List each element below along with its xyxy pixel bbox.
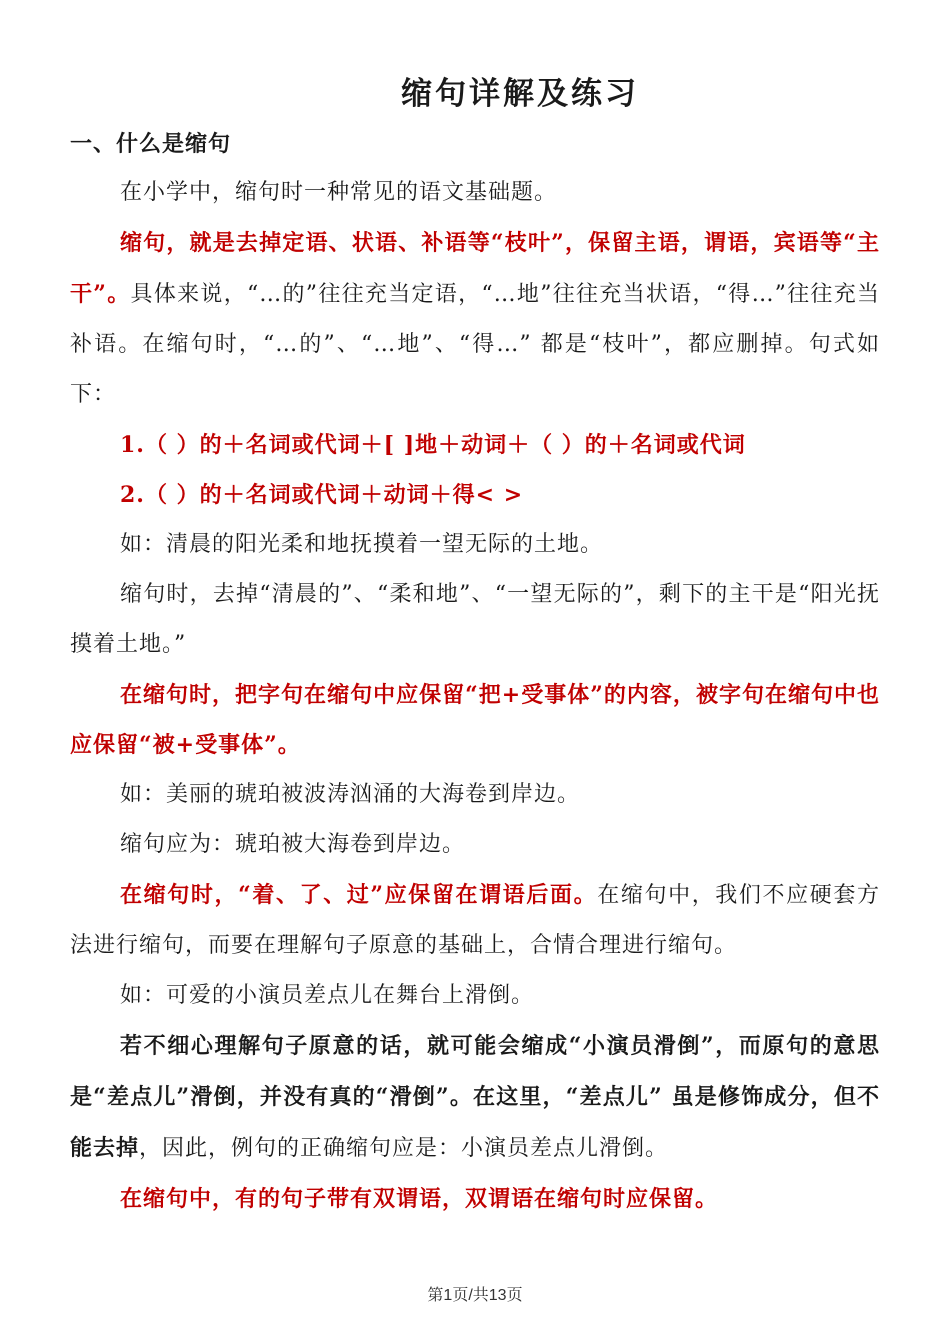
rule-3-highlight: 在缩句时，“着、了、过”应保留在谓语后面。 <box>120 882 598 908</box>
document-title: 缩句详解及练习 <box>401 76 639 112</box>
rule-3-detail: 在缩句中，我们不应硬套方法进行缩句，而要在理解句子原意的基础上，合情合理进行缩句。 <box>70 883 880 958</box>
definition-detail: 具体来说，“…的”往往充当定语，“…地”往往充当状语，“得…”往往充当补语。在缩句时，“…的”、“…地”、“得…” 都是“枝叶”，都应删掉。句式如下： <box>70 282 881 407</box>
formula-2: 2.（ ）的＋名词或代词＋动词＋得< > <box>120 482 524 508</box>
paragraph-explanation-3 <box>70 1021 880 1174</box>
page-number: 第1页/共13页 <box>427 1287 523 1304</box>
rule-double-predicate: 在缩句中，有的句子带有双谓语，双谓语在缩句时应保留。 <box>120 1186 719 1212</box>
document-body <box>70 120 880 1224</box>
explanation-1: 缩句时，去掉“清晨的”、“柔和地”、“一望无际的”，剩下的主干是“阳光抚摸着土地。” <box>70 582 880 657</box>
formula-1: 1.（ ）的＋名词或代词＋[ ]地＋动词＋（ ）的＋名词或代词 <box>120 432 746 458</box>
example-3: 如：可爱的小演员差点儿在舞台上滑倒。 <box>120 983 535 1008</box>
answer-2: 缩句应为：琥珀被大海卷到岸边。 <box>120 832 466 857</box>
section-heading: 一、什么是缩句 <box>70 131 232 157</box>
rule-ba-bei: 在缩句时，把字句在缩句中应保留“把+受事体”的内容，被字句在缩句中也应保留“被+受事体”。 <box>70 682 880 758</box>
example-1: 如：清晨的阳光柔和地抚摸着一望无际的土地。 <box>120 532 604 557</box>
explanation-3-detail: ，因此，例句的正确缩句应是：小演员差点儿滑倒。 <box>139 1136 669 1161</box>
paragraph-intro: 在小学中，缩句时一种常见的语文基础题。 <box>120 180 558 205</box>
paragraph-rule-3 <box>70 870 880 971</box>
paragraph-definition <box>70 218 880 420</box>
explanation-3-bold: 若不细心理解句子原意的话，就可能会缩成“小演员滑倒”，而原句的意思是“差点儿”滑倒，并没有真的“滑倒”。在这里，“差点儿” 虽是修饰成分，但不能去掉 <box>70 1033 880 1161</box>
definition-highlight: 缩句，就是去掉定语、状语、补语等“枝叶”，保留主语，谓语，宾语等“主干”。 <box>70 230 880 307</box>
example-2: 如：美丽的琥珀被波涛汹涌的大海卷到岸边。 <box>120 782 581 807</box>
